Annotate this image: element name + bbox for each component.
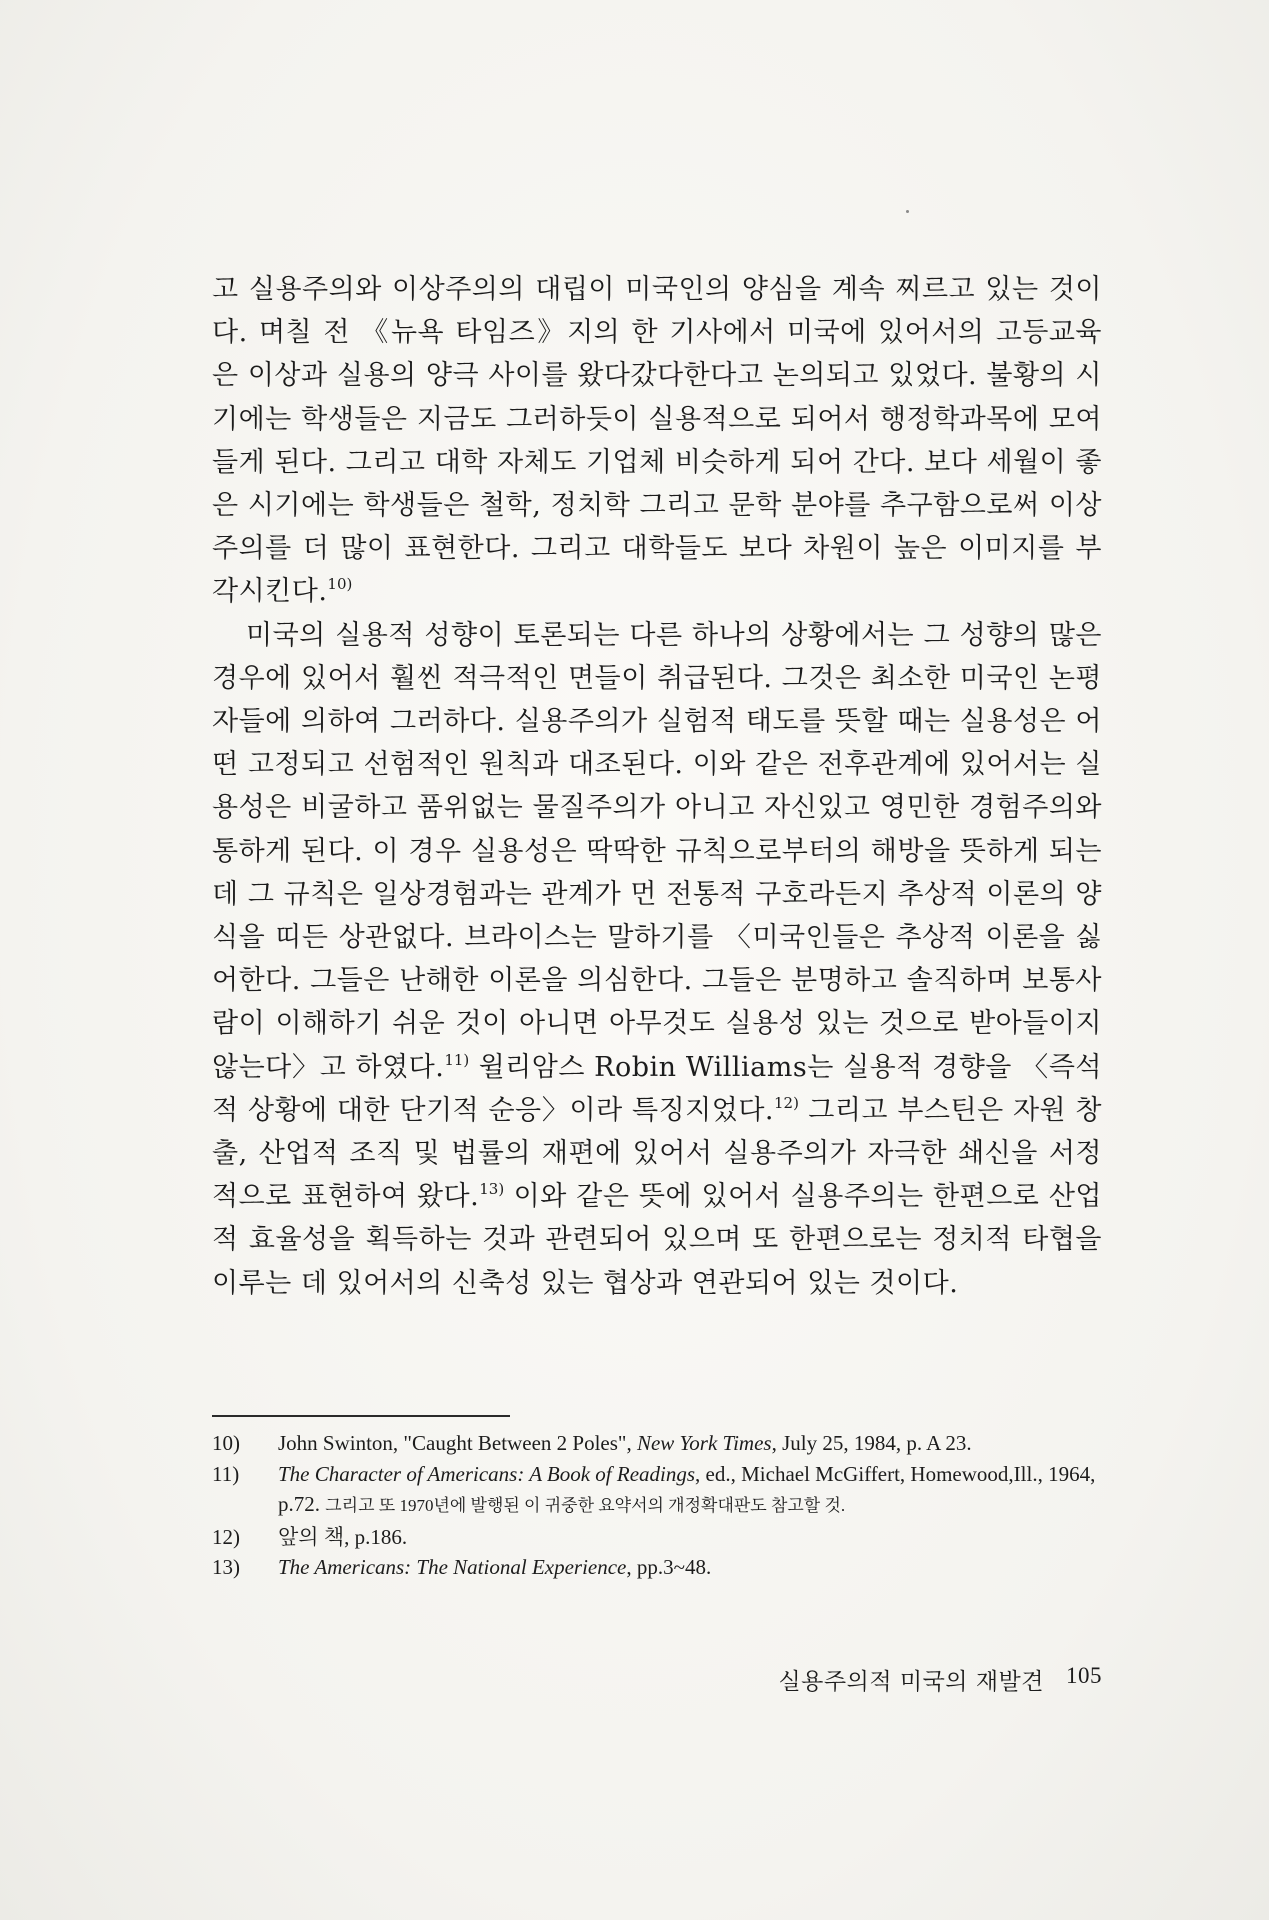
footnote-number: 13) xyxy=(212,1555,240,1579)
paragraph-2-text-b: 윌리암스 Robin Williams는 실용적 경향을 〈즉석적 상황에 대한 단기적 순응〉이라 특징지었다. xyxy=(212,1051,1103,1126)
footnote-ref-12[interactable]: 12) xyxy=(774,1093,799,1112)
paragraph-2 xyxy=(212,614,1102,1305)
footnote-body xyxy=(278,1522,1102,1553)
footnote-text: , ed., Michael McGiffert, Homewood,Ill., 1964, p.72. xyxy=(278,1461,1096,1516)
scan-speck xyxy=(906,210,909,213)
footnotes xyxy=(212,1428,1102,1583)
footnote-text: 앞의 책, p.186. xyxy=(278,1524,408,1549)
paragraph-1 xyxy=(212,268,1102,614)
footnote-text: John Swinton, "Caught Between 2 Poles", xyxy=(278,1431,637,1455)
footnote-divider xyxy=(212,1415,510,1417)
main-text xyxy=(212,268,1102,1305)
running-footer xyxy=(712,1663,1102,1696)
footnote-title: The Americans: The National Experience xyxy=(278,1555,627,1579)
footnote-10 xyxy=(212,1428,1102,1459)
footnote-text: , pp.3~48. xyxy=(626,1555,712,1579)
footnote-number: 10) xyxy=(212,1431,240,1455)
paragraph-1-text: 고 실용주의와 이상주의의 대립이 미국인의 양심을 계속 찌르고 있는 것이다. 며칠 전 《뉴욕 타임즈》지의 한 기사에서 미국에 있어서의 고등교육은 이상과 실용의 양극 사이를 왔다갔다한다고 논의되고 있었다. 불황의 시기에는 학생들은 지금도 그러하듯이 실용적으로 되어서 행정학과목에 모여들게 된다. 그리고 대학 자체도 기업체 비슷하게 되어 간다. 보다 세월이 좋은 시기에는 학생들은 철학, 정치학 그리고 문학 분야를 추구함으로써 이상주의를 더 많이 표현한다. 그리고 대학들도 보다 차원이 높은 이미지를 부각시킨다. xyxy=(212,274,1102,608)
footnote-ref-13[interactable]: 13) xyxy=(479,1180,505,1199)
paragraph-2-text-a: 미국의 실용적 성향이 토론되는 다른 하나의 상황에서는 그 성향의 많은 경우에 있어서 훨씬 적극적인 면들이 취급된다. 그것은 최소한 미국인 논평자들에 의하여 그러하다. 실용주의가 실험적 태도를 뜻할 때는 실용성은 어떤 고정되고 선험적인 원칙과 대조된다. 이와 같은 전후관계에 있어서는 실용성은 비굴하고 품위없는 물질주의가 아니고 자신있고 영민한 경험주의와 통하게 된다. 이 경우 실용성은 딱딱한 규칙으로부터의 해방을 뜻하게 되는데 그 규칙은 일상경험과는 관계가 먼 전통적 구호라든지 추상적 이론의 양식을 띠든 상관없다. 브라이스는 말하기를 〈미국인들은 추상적 이론을 싫어한다. 그들은 난해한 이론을 의심한다. 그들은 분명하고 솔직하며 보통사람이 이해하기 쉬운 것이 아니면 아무것도 실용성 있는 것으로 받아들이지 않는다〉고 하였다. xyxy=(212,619,1102,1083)
footnote-number: 11) xyxy=(212,1461,240,1486)
paragraph-2-text-c: 그리고 부스틴은 자원 창출, 산업적 조직 및 법률의 재편에 있어서 실용주의가 자극한 쇄신을 서정적으로 표현하여 왔다. xyxy=(212,1094,1102,1213)
running-title: 실용주의적 미국의 재발견 xyxy=(778,1669,1044,1695)
footnote-ref-10[interactable]: 10) xyxy=(327,575,353,594)
page-number: 105 xyxy=(1066,1663,1102,1688)
footnote-text: , July 25, 1984, p. A 23. xyxy=(771,1431,972,1455)
paragraph-2-text-d: 이와 같은 뜻에 있어서 실용주의는 한편으로 산업적 효율성을 획득하는 것과 관련되어 있으며 또 한편으로는 정치적 타협을 이루는 데 있어서의 신축성 있는 협상과 연관되어 있는 것이다. xyxy=(212,1181,1102,1299)
footnote-title: New York Times xyxy=(636,1431,772,1455)
footnote-ref-11[interactable]: 11) xyxy=(444,1050,470,1069)
footnote-12 xyxy=(212,1522,1102,1553)
footnote-13 xyxy=(212,1552,1102,1583)
footnote-number: 12) xyxy=(212,1524,240,1549)
footnote-11 xyxy=(212,1459,1102,1522)
footnote-note: 그리고 또 1970년에 발행된 이 귀중한 요약서의 개정확대판도 참고할 것. xyxy=(325,1496,846,1515)
footnote-body xyxy=(278,1552,1102,1583)
footnote-body xyxy=(278,1428,1102,1459)
footnote-title: The Character of Americans: A Book of Readings xyxy=(278,1461,696,1486)
footnote-body xyxy=(278,1459,1102,1522)
